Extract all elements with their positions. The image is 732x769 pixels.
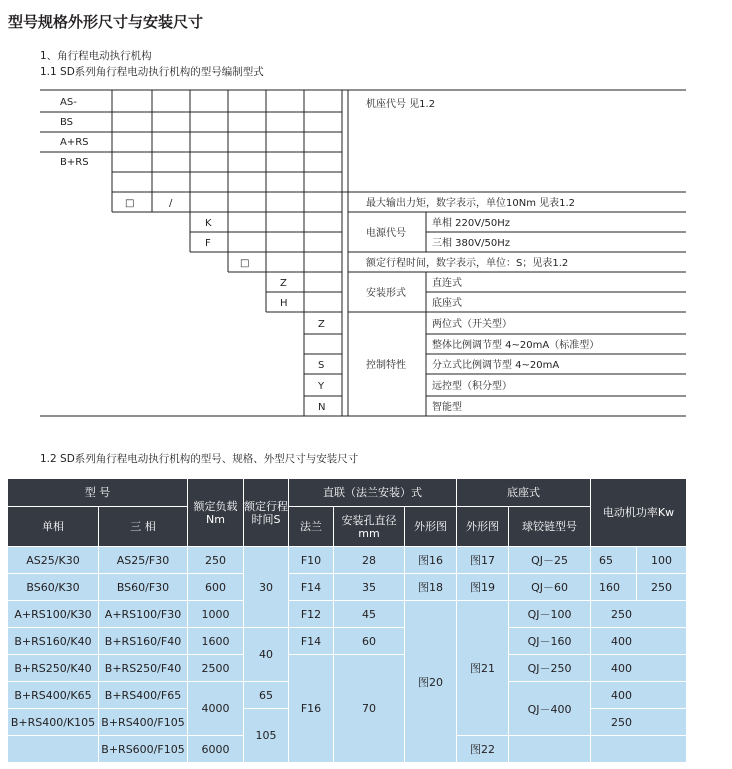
- cell-power-a: 65: [591, 547, 637, 574]
- cell-torque: 250: [188, 547, 244, 574]
- section-1-heading: 1、角行程电动执行机构: [40, 50, 152, 62]
- control-item-integral-proportional: 整体比例调节型 4~20mA（标准型）: [432, 340, 600, 351]
- header-base: 底座式: [457, 479, 591, 507]
- prefix-b-rs: B+RS: [60, 157, 89, 168]
- control-item-remote: 远控型（积分型）: [432, 381, 512, 392]
- table-row: [8, 574, 687, 601]
- header-power: 电动机功率Kw: [591, 479, 687, 547]
- cell-single: B+RS400/K105: [8, 709, 99, 736]
- cell-single: [8, 736, 99, 763]
- page-title: 型号规格外形尺寸与安装尺寸: [8, 13, 204, 31]
- cell-stroke: 30: [244, 547, 289, 628]
- header-three: 三 相: [99, 507, 188, 547]
- cell-stroke: 65: [244, 682, 289, 709]
- cell-flange: F14: [289, 574, 334, 601]
- header-joint: 球铰链型号: [509, 507, 591, 547]
- header-stroke: 额定行程时间S: [244, 479, 289, 547]
- cell-torque: 600: [188, 574, 244, 601]
- diagram-lines: [40, 90, 686, 416]
- cell-outline-base: 图19: [457, 574, 509, 601]
- mount-code-h: H: [280, 298, 288, 309]
- cell-torque: 1600: [188, 628, 244, 655]
- cell-power: 250: [591, 709, 687, 736]
- cell-power-b: 250: [637, 574, 687, 601]
- header-row-1: [8, 479, 687, 507]
- cell-outline-base: 图17: [457, 547, 509, 574]
- cell-outline-direct: 图18: [405, 574, 457, 601]
- prefix-bs: BS: [60, 117, 74, 128]
- cell-torque: 1000: [188, 601, 244, 628]
- cell-joint: QJ－60: [509, 574, 591, 601]
- mount-base: 底座式: [432, 298, 462, 309]
- header-model: 型 号: [8, 479, 188, 507]
- cell-joint: QJ－250: [509, 655, 591, 682]
- cell-torque-merged: 4000: [188, 682, 244, 736]
- cell-torque: 2500: [188, 655, 244, 682]
- control-code-z: Z: [318, 319, 325, 330]
- cell-hole: 60: [334, 628, 405, 655]
- cell-hole: 28: [334, 547, 405, 574]
- cell-outline-base-merged: 图21: [457, 601, 509, 736]
- control-code-y: Y: [318, 381, 325, 392]
- desc-stroke: 额定行程时间，数字表示，单位：S；见表1.2: [366, 258, 569, 269]
- table-row: [8, 547, 687, 574]
- header-flange: 法兰: [289, 507, 334, 547]
- cell-three: B+RS400/F105: [99, 709, 188, 736]
- prefix-as: AS-: [60, 97, 77, 108]
- mount-direct: 直连式: [432, 278, 462, 289]
- header-direct: 直联（法兰安装）式: [289, 479, 457, 507]
- cell-single: A+RS100/K30: [8, 601, 99, 628]
- cell-hole-merged: 70: [334, 655, 405, 763]
- cell-three: AS25/F30: [99, 547, 188, 574]
- power-group-label: 电源代号: [366, 228, 406, 239]
- mount-code-z: Z: [280, 278, 287, 289]
- prefix-a-rs: A+RS: [60, 137, 89, 148]
- slash-symbol: /: [169, 198, 173, 209]
- cell-hole: 35: [334, 574, 405, 601]
- cell-outline-direct-merged: 图20: [405, 601, 457, 763]
- cell-single: B+RS160/K40: [8, 628, 99, 655]
- mount-group-label: 安装形式: [366, 288, 406, 299]
- cell-power-b: 100: [637, 547, 687, 574]
- cell-joint: [509, 736, 591, 763]
- cell-three: B+RS400/F65: [99, 682, 188, 709]
- cell-flange-merged: F16: [289, 655, 334, 763]
- power-code-k: K: [205, 218, 212, 229]
- header-outline-direct: 外形图: [405, 507, 457, 547]
- table-row: [8, 655, 687, 682]
- section-1-2-heading: 1.2 SD系列角行程电动执行机构的型号、规格、外型尺寸与安装尺寸: [40, 453, 359, 465]
- header-row-2: [8, 507, 687, 547]
- table-row: [8, 601, 687, 628]
- cell-three: B+RS250/F40: [99, 655, 188, 682]
- header-hole: 安装孔直径mm: [334, 507, 405, 547]
- control-item-smart: 智能型: [432, 402, 462, 413]
- power-single: 单相 220V/50Hz: [432, 218, 510, 229]
- control-item-separate-proportional: 分立式比例调节型 4~20mA: [432, 360, 560, 371]
- cell-single: BS60/K30: [8, 574, 99, 601]
- cell-outline-base: 图22: [457, 736, 509, 763]
- cell-power: [591, 736, 687, 763]
- cell-power: 400: [591, 655, 687, 682]
- cell-power: 400: [591, 628, 687, 655]
- spec-table: [7, 478, 687, 763]
- cell-single: B+RS400/K65: [8, 682, 99, 709]
- control-item-onoff: 两位式（开关型）: [432, 319, 512, 330]
- control-code-n: N: [318, 402, 326, 413]
- cell-power: 400: [591, 682, 687, 709]
- cell-flange: F12: [289, 601, 334, 628]
- cell-three: B+RS600/F105: [99, 736, 188, 763]
- power-three: 三相 380V/50Hz: [432, 238, 510, 249]
- desc-torque: 最大输出力矩，数字表示，单位10Nm 见表1.2: [366, 198, 576, 209]
- cell-power: 250: [591, 601, 687, 628]
- stroke-box-symbol: □: [240, 258, 250, 269]
- header-torque: 额定负载Nm: [188, 479, 244, 547]
- section-1-1-heading: 1.1 SD系列角行程电动执行机构的型号编制型式: [40, 66, 264, 78]
- cell-flange: F10: [289, 547, 334, 574]
- cell-three: A+RS100/F30: [99, 601, 188, 628]
- cell-stroke: 105: [244, 709, 289, 763]
- cell-outline-direct: 图16: [405, 547, 457, 574]
- cell-power-a: 160: [591, 574, 637, 601]
- cell-joint: QJ－25: [509, 547, 591, 574]
- power-code-f: F: [205, 238, 211, 249]
- cell-joint: QJ－160: [509, 628, 591, 655]
- cell-joint-merged: QJ－400: [509, 682, 591, 736]
- control-code-s: S: [318, 360, 325, 371]
- cell-joint: QJ－100: [509, 601, 591, 628]
- control-group-label: 控制特性: [366, 360, 406, 371]
- table-row: [8, 628, 687, 655]
- cell-torque: 6000: [188, 736, 244, 763]
- header-outline-base: 外形图: [457, 507, 509, 547]
- cell-single: AS25/K30: [8, 547, 99, 574]
- header-single: 单相: [8, 507, 99, 547]
- cell-three: B+RS160/F40: [99, 628, 188, 655]
- cell-hole: 45: [334, 601, 405, 628]
- cell-stroke: 40: [244, 628, 289, 682]
- torque-box-symbol: □: [125, 198, 135, 209]
- cell-three: BS60/F30: [99, 574, 188, 601]
- desc-frame: 机座代号 见1.2: [366, 99, 436, 110]
- cell-flange: F14: [289, 628, 334, 655]
- cell-single: B+RS250/K40: [8, 655, 99, 682]
